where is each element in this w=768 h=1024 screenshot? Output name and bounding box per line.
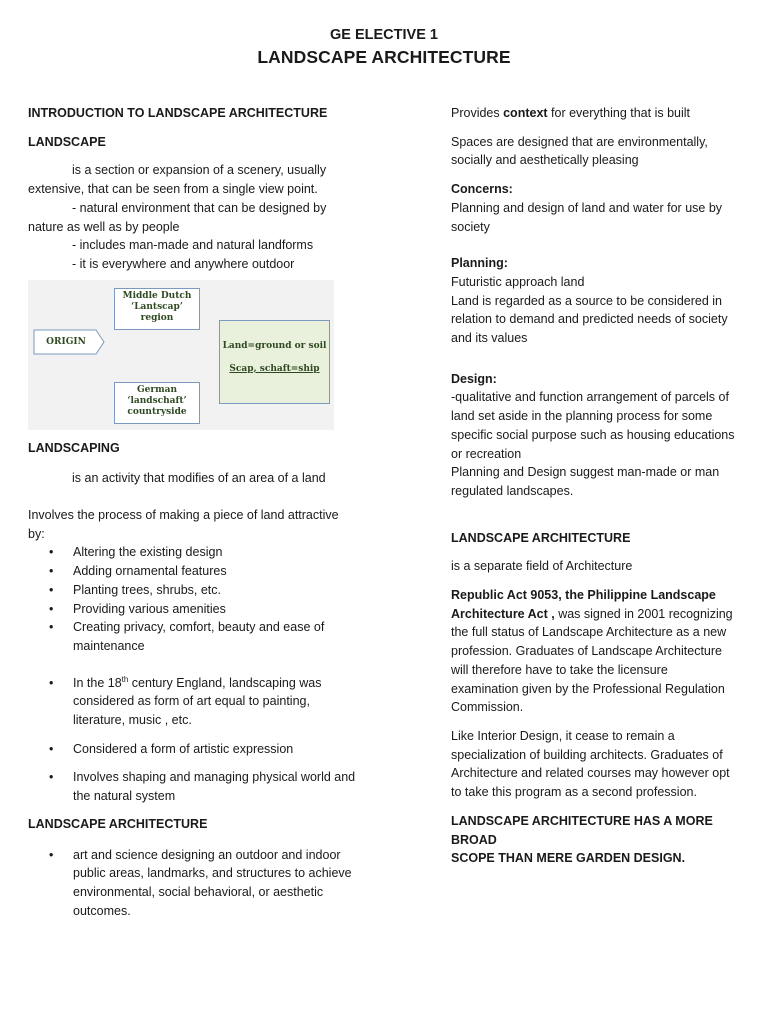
interior-line1: Like Interior Design, it cease to remain a	[451, 728, 675, 743]
landscape-point1-line2: nature as well as by people	[28, 219, 180, 234]
spaces-line1: Spaces are designed that are environmentally,	[451, 134, 708, 149]
list-item: • Providing various amenities	[28, 600, 360, 619]
list-item: • Planting trees, shrubs, etc.	[28, 581, 360, 600]
landscape-point1-line1: - natural environment that can be designed by	[72, 200, 327, 215]
landscape-architecture-heading: LANDSCAPE ARCHITECTURE	[28, 816, 208, 831]
ra-line6: examination given by the Professional Regulation	[451, 681, 725, 696]
bullet: •	[49, 582, 54, 597]
landscaping-heading: LANDSCAPING	[28, 440, 120, 455]
concerns-line2: society	[451, 219, 490, 234]
bullet: •	[49, 770, 54, 785]
middle-dutch-box	[114, 288, 200, 330]
context-line: Provides context for everything that is built	[451, 106, 690, 120]
ra-line1: Republic Act 9053, the Philippine Landscape	[451, 588, 716, 603]
list-item: • Creating privacy, comfort, beauty and ease of maintenance	[49, 620, 325, 653]
landscape-heading: LANDSCAPE	[28, 134, 106, 149]
design-line3: specific social purpose such as housing educations	[451, 427, 735, 442]
shaping-list	[28, 768, 360, 805]
bullet: •	[49, 620, 54, 635]
concerns-heading: Concerns:	[451, 182, 513, 197]
planning-line2: Land is regarded as a source to be considered in	[451, 293, 723, 308]
german-line1: German	[136, 384, 178, 395]
la-field: is a separate field of Architecture	[451, 559, 633, 574]
list-item: • Adding ornamental features	[28, 562, 360, 581]
bullet: •	[49, 847, 54, 862]
document-title: LANDSCAPE ARCHITECTURE	[257, 47, 511, 67]
right-column	[451, 104, 743, 868]
design-line5: Planning and Design suggest man-made or man	[451, 465, 720, 480]
landscaping-list	[28, 543, 360, 655]
left-column	[28, 104, 360, 920]
planning-line3: relation to demand and predicted needs of society	[451, 312, 728, 327]
interior-line4: to take this program as a second profession.	[451, 785, 697, 800]
involves-line2: by:	[28, 526, 45, 541]
list-item: • In the 18th century England, landscaping was considered as form of art equal to painting, literature, music , etc.	[49, 674, 322, 728]
bullet: •	[49, 564, 54, 579]
ra-line3: the full status of Landscape Architecture as a new	[451, 625, 727, 640]
interior-line3: Architecture and related courses may however opt	[451, 766, 730, 781]
german-line2: ‘landschaft’	[127, 395, 187, 406]
design-heading: Design:	[451, 371, 497, 386]
landscape-point2: - includes man-made and natural landforms	[72, 238, 314, 253]
bullet: •	[49, 741, 54, 756]
spaces-line2: socially and aesthetically pleasing	[451, 153, 639, 168]
ra-line7: Commission.	[451, 700, 524, 715]
middle-dutch-line1: Middle Dutch	[122, 290, 192, 301]
landscape-point3: - it is everywhere and anywhere outdoor	[72, 256, 295, 271]
design-line4: or recreation	[451, 446, 522, 461]
closing-line1: LANDSCAPE ARCHITECTURE HAS A MORE BROAD	[451, 813, 713, 847]
origin-label: ORIGIN	[46, 336, 86, 347]
bullet: •	[49, 545, 54, 560]
la-heading-right: LANDSCAPE ARCHITECTURE	[451, 530, 631, 545]
ra-line2: Architecture Act , was signed in 2001 recognizing	[451, 606, 733, 621]
england-list	[28, 674, 360, 730]
origin-diagram	[28, 280, 334, 430]
planning-line1: Futuristic approach land	[451, 274, 585, 289]
meaning-box	[219, 320, 330, 404]
landscaping-definition: is an activity that modifies of an area of a land	[72, 471, 326, 486]
landscape-definition-line2: extensive, that can be seen from a single view point.	[28, 182, 318, 197]
interior-line2: specialization of building architects. Graduates of	[451, 747, 723, 762]
german-box	[114, 382, 200, 424]
planning-heading: Planning:	[451, 256, 508, 271]
design-line6: regulated landscapes.	[451, 483, 574, 498]
middle-dutch-line3: region	[140, 312, 174, 323]
bullet: •	[49, 601, 54, 616]
artistic-list	[28, 740, 360, 759]
list-item: • Altering the existing design	[28, 543, 360, 562]
middle-dutch-line2: ‘Lantscap’	[131, 301, 183, 312]
closing-line2: SCOPE THAN MERE GARDEN DESIGN.	[451, 851, 686, 866]
design-line2: land set aside in the planning process for some	[451, 409, 713, 424]
landscape-definition-line1: is a section or expansion of a scenery, usually	[72, 163, 327, 178]
meaning-scap: Scap, schaft=ship	[229, 363, 320, 374]
la-definition-list	[28, 846, 360, 921]
intro-heading: INTRODUCTION TO LANDSCAPE ARCHITECTURE	[28, 106, 328, 120]
meaning-land: Land=ground or soil	[222, 340, 327, 351]
bullet: •	[49, 675, 54, 690]
document-header	[0, 25, 768, 69]
german-line3: countryside	[127, 406, 187, 417]
ra-line5: will therefore have to take the licensure	[451, 662, 668, 677]
planning-line4: and its values	[451, 331, 528, 346]
list-item: • Considered a form of artistic expression	[28, 740, 360, 759]
involves-line1: Involves the process of making a piece of land attractive	[28, 508, 339, 523]
course-title: GE ELECTIVE 1	[330, 27, 438, 43]
list-item: • Involves shaping and managing physical world and the natural system	[49, 770, 356, 804]
design-line1: -qualitative and function arrangement of parcels of	[451, 390, 729, 405]
concerns-line1: Planning and design of land and water for use by	[451, 200, 723, 215]
ra-line4: profession. Graduates of Landscape Architecture	[451, 644, 722, 659]
list-item: • art and science designing an outdoor and indoor public areas, landmarks, and structures to achieve environmental, social behavioral, or aesthetic outcomes.	[49, 847, 352, 918]
